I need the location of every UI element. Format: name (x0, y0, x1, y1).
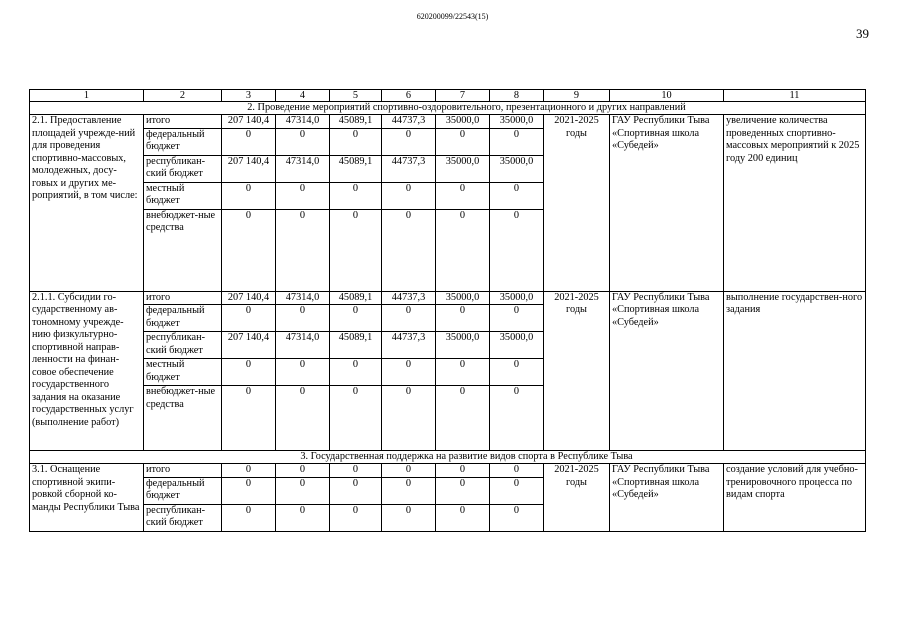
funding-value: 0 (490, 182, 544, 209)
funding-value: 35000,0 (436, 332, 490, 359)
funding-value: 0 (330, 209, 382, 291)
column-header: 3 (222, 90, 276, 102)
column-header: 5 (330, 90, 382, 102)
executor: ГАУ Республики Тыва «Спортивная школа «Субедей» (610, 464, 724, 532)
funding-value: 0 (382, 359, 436, 386)
section-title: 2. Проведение мероприятий спортивно-оздоровительного, презентационного и других направлений (30, 102, 866, 115)
document-id: 620200099/22543(15) (416, 12, 489, 21)
funding-value: 35000,0 (436, 115, 490, 129)
funding-value: 0 (276, 128, 330, 155)
funding-value: 44737,3 (382, 115, 436, 129)
funding-value: 47314,0 (276, 115, 330, 129)
funding-value: 0 (436, 504, 490, 531)
funding-value: 0 (490, 209, 544, 291)
column-header-row (30, 90, 866, 102)
funding-value: 47314,0 (276, 332, 330, 359)
expected-result: создание условий для учебно-тренировочного процесса по видам спорта (724, 464, 866, 532)
funding-value: 44737,3 (382, 155, 436, 182)
funding-value: 0 (222, 359, 276, 386)
funding-value: 0 (276, 464, 330, 478)
funding-source: федеральный бюджет (144, 477, 222, 504)
executor: ГАУ Республики Тыва «Спортивная школа «Субедей» (610, 115, 724, 292)
funding-value: 0 (222, 464, 276, 478)
section-header-row (30, 451, 866, 464)
funding-value: 35000,0 (436, 155, 490, 182)
column-header: 11 (724, 90, 866, 102)
funding-value: 0 (276, 359, 330, 386)
funding-value: 0 (490, 464, 544, 478)
measure-name: 2.1.1. Субсидии го-сударственному ав-тономному учрежде-нию физкультурно-спортивной направ-ленности на финан-совое обеспечение государственного задания на оказание государственных услуг (выполнение работ) (30, 291, 144, 451)
funding-value: 35000,0 (490, 115, 544, 129)
column-header: 7 (436, 90, 490, 102)
funding-value: 45089,1 (330, 155, 382, 182)
funding-value: 207 140,4 (222, 332, 276, 359)
funding-source: республикан-ский бюджет (144, 332, 222, 359)
funding-source: итого (144, 291, 222, 305)
section-title: 3. Государственная поддержка на развитие видов спорта в Республике Тыва (30, 451, 866, 464)
funding-value: 0 (330, 477, 382, 504)
funding-value: 35000,0 (490, 291, 544, 305)
funding-value: 0 (330, 182, 382, 209)
funding-value: 0 (490, 386, 544, 451)
funding-value: 45089,1 (330, 332, 382, 359)
funding-value: 44737,3 (382, 291, 436, 305)
funding-value: 0 (382, 504, 436, 531)
implementation-period: 2021-2025 годы (544, 291, 610, 451)
funding-source: республикан-ский бюджет (144, 155, 222, 182)
funding-value: 0 (382, 305, 436, 332)
funding-value: 0 (436, 182, 490, 209)
column-header: 1 (30, 90, 144, 102)
funding-value: 0 (490, 128, 544, 155)
funding-value: 0 (490, 477, 544, 504)
table-row (30, 291, 866, 305)
funding-value: 0 (436, 128, 490, 155)
funding-value: 44737,3 (382, 332, 436, 359)
table-row (30, 115, 866, 129)
funding-value: 0 (490, 305, 544, 332)
funding-source: итого (144, 115, 222, 129)
page-number: 39 (856, 26, 869, 41)
column-header: 10 (610, 90, 724, 102)
funding-value: 45089,1 (330, 115, 382, 129)
funding-value: 0 (436, 359, 490, 386)
funding-value: 0 (222, 209, 276, 291)
funding-value: 0 (222, 386, 276, 451)
funding-value: 0 (436, 477, 490, 504)
column-header: 6 (382, 90, 436, 102)
funding-value: 0 (330, 305, 382, 332)
funding-value: 47314,0 (276, 291, 330, 305)
funding-value: 0 (330, 386, 382, 451)
measure-name: 2.1. Предоставление площадей учрежде-ний для проведения спортивно-массовых, молодежных, досу-говых и других ме-роприятий, в том числе: (30, 115, 144, 292)
funding-value: 0 (222, 305, 276, 332)
funding-value: 35000,0 (436, 291, 490, 305)
funding-value: 0 (276, 477, 330, 504)
funding-value: 0 (330, 464, 382, 478)
funding-value: 0 (436, 386, 490, 451)
implementation-period: 2021-2025 годы (544, 115, 610, 292)
funding-value: 207 140,4 (222, 115, 276, 129)
funding-value: 0 (490, 359, 544, 386)
column-header: 8 (490, 90, 544, 102)
funding-value: 0 (276, 504, 330, 531)
funding-value: 0 (222, 128, 276, 155)
funding-value: 35000,0 (490, 332, 544, 359)
funding-source: местный бюджет (144, 182, 222, 209)
expected-result: увеличение количества проведенных спортивно-массовых мероприятий к 2025 году 200 единиц (724, 115, 866, 292)
funding-value: 0 (276, 182, 330, 209)
funding-value: 0 (276, 305, 330, 332)
funding-value: 0 (276, 386, 330, 451)
funding-value: 0 (276, 209, 330, 291)
funding-value: 0 (490, 504, 544, 531)
funding-source: итого (144, 464, 222, 478)
funding-value: 0 (436, 464, 490, 478)
funding-source: республикан-ский бюджет (144, 504, 222, 531)
column-header: 2 (144, 90, 222, 102)
funding-source: федеральный бюджет (144, 305, 222, 332)
funding-source: местный бюджет (144, 359, 222, 386)
funding-value: 207 140,4 (222, 155, 276, 182)
funding-value: 0 (330, 128, 382, 155)
executor: ГАУ Республики Тыва «Спортивная школа «Субедей» (610, 291, 724, 451)
funding-value: 0 (330, 359, 382, 386)
funding-value: 0 (382, 386, 436, 451)
expected-result: выполнение государствен-ного задания (724, 291, 866, 451)
table-row (30, 464, 866, 478)
implementation-period: 2021-2025 годы (544, 464, 610, 532)
funding-source: федеральный бюджет (144, 128, 222, 155)
funding-value: 47314,0 (276, 155, 330, 182)
column-header: 9 (544, 90, 610, 102)
funding-value: 0 (330, 504, 382, 531)
funding-value: 0 (382, 128, 436, 155)
funding-value: 0 (222, 504, 276, 531)
program-table (29, 89, 866, 532)
funding-value: 45089,1 (330, 291, 382, 305)
funding-value: 0 (382, 182, 436, 209)
section-header-row (30, 102, 866, 115)
funding-value: 35000,0 (490, 155, 544, 182)
funding-value: 0 (382, 464, 436, 478)
funding-source: внебюджет-ные средства (144, 209, 222, 291)
measure-name: 3.1. Оснащение спортивной экипи-ровкой сборной ко-манды Республики Тыва (30, 464, 144, 532)
funding-value: 0 (382, 477, 436, 504)
funding-value: 0 (436, 305, 490, 332)
column-header: 4 (276, 90, 330, 102)
funding-value: 0 (436, 209, 490, 291)
funding-value: 0 (222, 182, 276, 209)
funding-source: внебюджет-ные средства (144, 386, 222, 451)
funding-value: 0 (382, 209, 436, 291)
funding-value: 0 (222, 477, 276, 504)
funding-value: 207 140,4 (222, 291, 276, 305)
